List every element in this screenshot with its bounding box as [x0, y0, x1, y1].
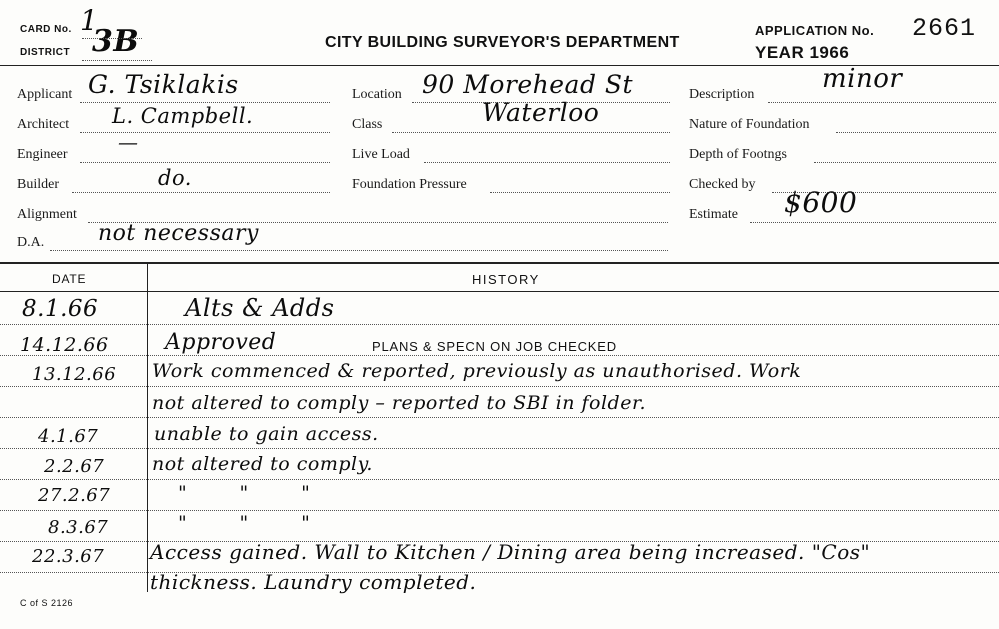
district-value: 3B — [92, 24, 140, 59]
applicant-line — [80, 102, 330, 103]
depth-footings-line — [814, 162, 996, 163]
description-line — [768, 102, 996, 103]
estimate-line — [750, 222, 996, 223]
history-text: Access gained. Wall to Kitchen / Dining area being increased. "Cos" — [150, 540, 871, 564]
form-code: C of S 2126 — [20, 598, 74, 608]
district-line — [82, 60, 152, 61]
foundation-pressure-label: Foundation Pressure — [352, 177, 467, 192]
application-label: APPLICATION No. — [755, 23, 875, 38]
engineer-label: Engineer — [17, 147, 68, 162]
location-value-2: Waterloo — [482, 98, 600, 127]
history-date: 4.1.67 — [38, 426, 99, 447]
history-row-rule — [0, 386, 999, 387]
history-text: " " " — [178, 512, 311, 534]
checked-by-label: Checked by — [689, 177, 756, 192]
applicant-value: G. Tsiklakis — [88, 70, 239, 99]
live-load-line — [424, 162, 670, 163]
district-label: DISTRICT — [20, 47, 71, 58]
history-text: Alts & Adds — [185, 294, 335, 322]
date-column-header: DATE — [52, 272, 87, 286]
history-date: 8.3.67 — [48, 517, 109, 538]
history-text-continued: thickness. Laundry completed. — [150, 570, 477, 594]
history-row-rule — [0, 479, 999, 480]
live-load-label: Live Load — [352, 147, 410, 162]
engineer-value: — — [118, 130, 139, 154]
application-number: 2661 — [912, 14, 977, 43]
builder-line — [72, 192, 330, 193]
department-title: CITY BUILDING SURVEYOR'S DEPARTMENT — [325, 34, 680, 51]
depth-footings-label: Depth of Footngs — [689, 147, 787, 162]
history-header-rule — [0, 291, 999, 292]
history-date: 22.3.67 — [32, 546, 105, 567]
architect-label: Architect — [17, 117, 70, 132]
class-label: Class — [352, 117, 383, 132]
history-date: 14.12.66 — [20, 334, 109, 356]
card-no-value: 1 — [80, 4, 99, 37]
history-text: Approved — [165, 330, 277, 355]
date-column-divider — [147, 264, 148, 592]
class-line — [392, 132, 670, 133]
location-label: Location — [352, 87, 402, 102]
history-text: not altered to comply. — [152, 453, 373, 475]
history-date: 13.12.66 — [32, 364, 117, 385]
alignment-label: Alignment — [17, 207, 77, 222]
history-row-rule — [0, 324, 999, 325]
card-no-label: CARD No. — [20, 24, 72, 35]
da-label: D.A. — [17, 235, 45, 250]
history-text: " " " — [178, 482, 311, 504]
history-date: 2.2.67 — [44, 456, 105, 477]
estimate-value: $600 — [784, 186, 858, 219]
applicant-label: Applicant — [17, 87, 73, 102]
foundation-pressure-line — [490, 192, 670, 193]
da-value: not necessary — [98, 221, 259, 246]
history-text: unable to gain access. — [154, 423, 379, 445]
description-label: Description — [689, 87, 755, 102]
engineer-line — [80, 162, 330, 163]
nature-foundation-label: Nature of Foundation — [689, 117, 810, 132]
card-no-line — [82, 38, 142, 39]
history-column-header: HISTORY — [472, 272, 540, 287]
architect-value: L. Campbell. — [112, 104, 254, 128]
builder-label: Builder — [17, 177, 59, 192]
history-row-rule — [0, 448, 999, 449]
history-text-continued: not altered to comply – reported to SBI in folder. — [152, 392, 646, 414]
da-line — [50, 250, 668, 251]
history-top-rule — [0, 262, 999, 264]
year-label: YEAR 1966 — [755, 43, 850, 62]
plans-checked-stamp: PLANS & SPECN ON JOB CHECKED — [372, 339, 617, 354]
history-row-rule — [0, 417, 999, 418]
history-text: Work commenced & reported, previously as unauthorised. Work — [152, 360, 802, 382]
history-row-rule — [0, 510, 999, 511]
estimate-label: Estimate — [689, 207, 738, 222]
builder-value: do. — [158, 166, 192, 190]
location-value: 90 Morehead St — [422, 70, 634, 99]
history-row-rule — [0, 355, 999, 356]
history-date: 8.1.66 — [22, 296, 99, 322]
history-date: 27.2.67 — [38, 485, 111, 506]
description-value: minor — [822, 64, 903, 94]
nature-foundation-line — [836, 132, 996, 133]
